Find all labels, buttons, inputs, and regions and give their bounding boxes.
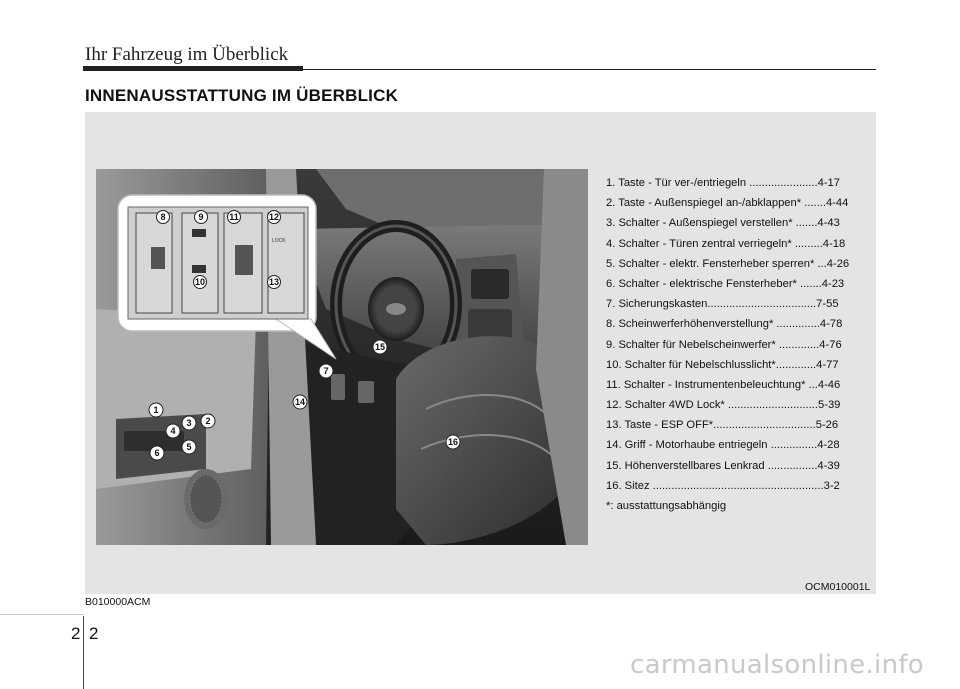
callout-12 xyxy=(268,211,281,224)
legend-item: 10. Schalter für Nebelschlusslicht*.............4-77 xyxy=(606,358,839,371)
watermark: carmanualsonline.info xyxy=(630,650,925,680)
callout-11 xyxy=(228,211,241,224)
callout-8 xyxy=(157,211,170,224)
image-code: OCM010001L xyxy=(805,581,871,593)
header-rule-thin xyxy=(83,69,876,70)
chapter-number: 2 xyxy=(71,624,81,643)
legend-item: 16. Sitez .......................................................3-2 xyxy=(606,479,840,492)
callout-6 xyxy=(150,446,164,460)
legend-item: 12. Schalter 4WD Lock* .............................5-39 xyxy=(606,399,841,412)
legend-item: 2. Taste - Außenspiegel an-/abklappen* .......4-44 xyxy=(606,197,849,210)
svg-text:6: 6 xyxy=(154,448,160,459)
callout-16 xyxy=(446,435,460,449)
legend-item: 14. Griff - Motorhaube entriegeln ...............4-28 xyxy=(606,439,840,452)
callout-7 xyxy=(319,364,333,378)
svg-text:9: 9 xyxy=(198,212,204,223)
svg-text:2: 2 xyxy=(205,416,211,427)
legend-item: 1. Taste - Tür ver-/entriegeln ......................4-17 xyxy=(606,177,840,189)
section-title: INNENAUSSTATTUNG IM ÜBERBLICK xyxy=(85,86,399,105)
legend-item: 3. Schalter - Außenspiegel verstellen* .......4-43 xyxy=(606,217,840,230)
svg-text:12: 12 xyxy=(268,212,280,223)
callout-3 xyxy=(182,416,196,430)
legend-item: 15. Höhenverstellbares Lenkrad ................4-39 xyxy=(606,459,840,472)
svg-text:5: 5 xyxy=(186,442,192,453)
header-title: Ihr Fahrzeug im Überblick xyxy=(85,44,289,65)
callout-13 xyxy=(268,276,281,289)
svg-text:7: 7 xyxy=(323,366,329,377)
legend-item: 5. Schalter - elektr. Fensterheber sperren* ...4-26 xyxy=(606,257,850,270)
legend-item: 6. Schalter - elektrische Fensterheber* .......4-23 xyxy=(606,277,845,290)
callout-9 xyxy=(195,211,208,224)
legend-item: 9. Schalter für Nebelscheinwerfer* .............4-76 xyxy=(606,338,842,351)
footer-divider xyxy=(83,616,84,689)
inset-lock-label: LOCK xyxy=(272,238,286,244)
callout-1 xyxy=(149,403,163,417)
legend-footnote: *: ausstattungsabhängig xyxy=(606,500,727,512)
callout-4 xyxy=(166,424,180,438)
legend-item: 11. Schalter - Instrumentenbeleuchtung* ...4-46 xyxy=(606,378,841,391)
callout-15 xyxy=(373,340,387,354)
legend-item: 13. Taste - ESP OFF*.................................5-26 xyxy=(606,419,839,432)
svg-text:1: 1 xyxy=(153,405,159,416)
svg-text:8: 8 xyxy=(160,212,166,223)
svg-text:3: 3 xyxy=(186,418,192,429)
legend-item: 8. Scheinwerferhöhenverstellung* ..............4-78 xyxy=(606,318,843,331)
footer-rule xyxy=(0,614,84,615)
callout-10 xyxy=(194,276,207,289)
callout-2 xyxy=(201,414,215,428)
svg-text:14: 14 xyxy=(294,397,306,408)
svg-text:15: 15 xyxy=(374,342,386,353)
svg-text:4: 4 xyxy=(170,426,176,437)
svg-text:16: 16 xyxy=(447,437,459,448)
page-number: 2 xyxy=(89,624,99,643)
callout-5 xyxy=(182,440,196,454)
svg-text:13: 13 xyxy=(268,277,280,288)
legend-item: 7. Sicherungskasten...................................7-55 xyxy=(606,298,839,311)
svg-text:10: 10 xyxy=(194,277,206,288)
callout-14 xyxy=(293,395,307,409)
interior-photo xyxy=(96,169,588,545)
legend-list xyxy=(606,173,868,516)
section-code: B010000ACM xyxy=(85,596,151,608)
svg-text:11: 11 xyxy=(229,212,239,223)
legend-item: 4. Schalter - Türen zentral verriegeln* .........4-18 xyxy=(606,237,846,250)
